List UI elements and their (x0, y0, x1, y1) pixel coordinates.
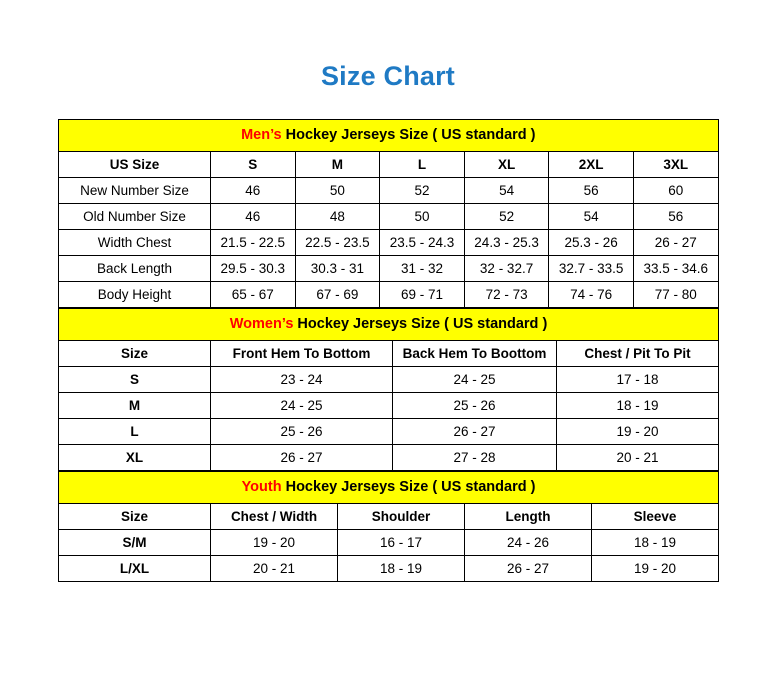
womens-banner-prefix: Women’s (229, 316, 294, 333)
womens-header-cell: Size (59, 340, 211, 366)
mens-banner-prefix: Men’s (241, 127, 282, 144)
mens-cell: 26 - 27 (633, 229, 718, 255)
page-title: Size Chart (320, 61, 456, 91)
mens-cell: 65 - 67 (211, 281, 296, 307)
table-row (59, 229, 719, 255)
womens-cell: 26 - 27 (211, 444, 393, 470)
mens-cell: 25.3 - 26 (549, 229, 634, 255)
mens-header-cell: S (211, 151, 296, 177)
womens-header-cell: Back Hem To Boottom (393, 340, 557, 366)
mens-cell: 21.5 - 22.5 (211, 229, 296, 255)
womens-cell: 24 - 25 (211, 392, 393, 418)
mens-cell: 56 (633, 203, 718, 229)
mens-cell: 30.3 - 31 (295, 255, 380, 281)
mens-header-cell: M (295, 151, 380, 177)
mens-header-row (59, 151, 719, 177)
womens-cell: 27 - 28 (393, 444, 557, 470)
mens-cell: 50 (380, 203, 465, 229)
youth-banner-prefix: Youth (241, 479, 282, 496)
mens-cell: 52 (380, 177, 465, 203)
mens-row-label: New Number Size (59, 177, 211, 203)
youth-banner (59, 471, 719, 503)
womens-cell: 17 - 18 (557, 366, 719, 392)
womens-cell: 18 - 19 (557, 392, 719, 418)
youth-cell: 19 - 20 (211, 529, 338, 555)
mens-cell: 54 (464, 177, 549, 203)
mens-cell: 46 (211, 203, 296, 229)
womens-banner-row (59, 308, 719, 340)
womens-cell: 23 - 24 (211, 366, 393, 392)
youth-header-cell: Size (59, 503, 211, 529)
mens-header-cell: L (380, 151, 465, 177)
youth-cell: 19 - 20 (592, 555, 719, 581)
youth-banner-row (59, 471, 719, 503)
mens-cell: 24.3 - 25.3 (464, 229, 549, 255)
youth-header-row (59, 503, 719, 529)
womens-row-label: XL (59, 444, 211, 470)
mens-cell: 50 (295, 177, 380, 203)
size-tables (58, 92, 718, 582)
youth-cell: 18 - 19 (338, 555, 465, 581)
table-row (59, 281, 719, 307)
mens-size-table (58, 119, 719, 308)
mens-cell: 52 (464, 203, 549, 229)
table-row (59, 529, 719, 555)
womens-cell: 25 - 26 (393, 392, 557, 418)
womens-banner-rest: Hockey Jerseys Size ( US standard ) (293, 316, 548, 333)
table-row (59, 203, 719, 229)
womens-banner (59, 308, 719, 340)
mens-cell: 31 - 32 (380, 255, 465, 281)
mens-row-label: Width Chest (59, 229, 211, 255)
youth-row-label: L/XL (59, 555, 211, 581)
mens-header-cell: US Size (59, 151, 211, 177)
mens-cell: 72 - 73 (464, 281, 549, 307)
mens-banner-row (59, 119, 719, 151)
mens-cell: 77 - 80 (633, 281, 718, 307)
table-row (59, 392, 719, 418)
table-row (59, 177, 719, 203)
mens-cell: 60 (633, 177, 718, 203)
mens-cell: 54 (549, 203, 634, 229)
youth-cell: 20 - 21 (211, 555, 338, 581)
mens-cell: 22.5 - 23.5 (295, 229, 380, 255)
mens-cell: 67 - 69 (295, 281, 380, 307)
mens-banner (59, 119, 719, 151)
womens-size-table (58, 308, 719, 471)
mens-cell: 23.5 - 24.3 (380, 229, 465, 255)
womens-row-label: M (59, 392, 211, 418)
table-row (59, 555, 719, 581)
womens-header-cell: Chest / Pit To Pit (557, 340, 719, 366)
womens-header-row (59, 340, 719, 366)
mens-cell: 56 (549, 177, 634, 203)
womens-row-label: S (59, 366, 211, 392)
mens-banner-rest: Hockey Jerseys Size ( US standard ) (281, 127, 536, 144)
youth-header-cell: Chest / Width (211, 503, 338, 529)
table-row (59, 418, 719, 444)
womens-row-label: L (59, 418, 211, 444)
mens-header-cell: 3XL (633, 151, 718, 177)
mens-cell: 48 (295, 203, 380, 229)
youth-banner-rest: Hockey Jerseys Size ( US standard ) (281, 479, 536, 496)
table-row (59, 255, 719, 281)
youth-cell: 26 - 27 (465, 555, 592, 581)
womens-cell: 19 - 20 (557, 418, 719, 444)
table-row (59, 444, 719, 470)
womens-cell: 26 - 27 (393, 418, 557, 444)
mens-cell: 69 - 71 (380, 281, 465, 307)
womens-cell: 25 - 26 (211, 418, 393, 444)
youth-header-cell: Shoulder (338, 503, 465, 529)
mens-row-label: Back Length (59, 255, 211, 281)
mens-cell: 29.5 - 30.3 (211, 255, 296, 281)
mens-header-cell: XL (464, 151, 549, 177)
youth-header-cell: Length (465, 503, 592, 529)
youth-cell: 18 - 19 (592, 529, 719, 555)
youth-header-cell: Sleeve (592, 503, 719, 529)
mens-cell: 32.7 - 33.5 (549, 255, 634, 281)
mens-cell: 32 - 32.7 (464, 255, 549, 281)
youth-cell: 24 - 26 (465, 529, 592, 555)
mens-cell: 46 (211, 177, 296, 203)
mens-cell: 74 - 76 (549, 281, 634, 307)
mens-cell: 33.5 - 34.6 (633, 255, 718, 281)
mens-header-cell: 2XL (549, 151, 634, 177)
womens-cell: 20 - 21 (557, 444, 719, 470)
womens-header-cell: Front Hem To Bottom (211, 340, 393, 366)
youth-size-table (58, 471, 719, 582)
womens-cell: 24 - 25 (393, 366, 557, 392)
mens-row-label: Body Height (59, 281, 211, 307)
youth-row-label: S/M (59, 529, 211, 555)
table-row (59, 366, 719, 392)
youth-cell: 16 - 17 (338, 529, 465, 555)
mens-row-label: Old Number Size (59, 203, 211, 229)
